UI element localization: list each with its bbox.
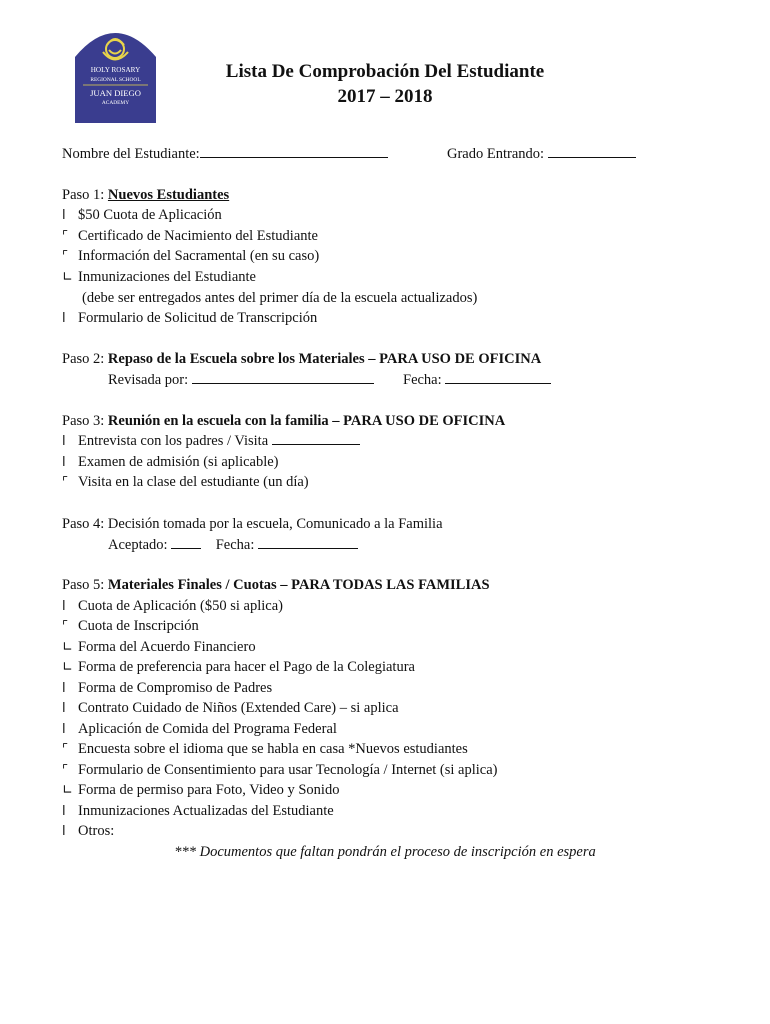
checklist-item[interactable] — [62, 699, 399, 718]
checklist-item-label: Entrevista con los padres / Visita — [78, 433, 269, 449]
step1-title: Nuevos Estudiantes — [107, 187, 230, 203]
step1-prefix: Paso 1: — [62, 187, 108, 203]
step5-title: Materiales Finales / Cuotas – PARA TODAS LAS FAMILIAS — [107, 577, 490, 593]
checklist-note: (debe ser entregados antes del primer día de la escuela actualizados) — [82, 290, 478, 306]
step2-title: Repaso de la Escuela sobre los Materiales – PARA USO DE OFICINA — [107, 351, 542, 367]
checkbox-icon[interactable]: l — [62, 681, 66, 696]
checklist-item-label: Inmunizaciones del Estudiante — [78, 269, 256, 285]
reviewed-row — [108, 371, 374, 389]
checklist-item[interactable] — [62, 658, 415, 677]
checklist-item[interactable] — [62, 432, 360, 451]
checklist-item-label: Otros: — [78, 823, 115, 839]
step2-date-label: Fecha: — [403, 372, 442, 388]
checklist-item-label: Información del Sacramental (en su caso) — [78, 248, 320, 264]
logo-line-3: JUAN DIEGO — [90, 88, 141, 98]
step2-date-blank[interactable] — [445, 371, 551, 384]
checklist-item-label: Encuesta sobre el idioma que se habla en casa *Nuevos estudiantes — [78, 741, 468, 757]
checklist-item-label: Forma de preferencia para hacer el Pago de la Colegiatura — [78, 659, 415, 675]
school-year: 2017 – 2018 — [337, 86, 433, 107]
step3-title: Reunión en la escuela con la familia – PARA USO DE OFICINA — [107, 413, 506, 429]
student-name-label: Nombre del Estudiante: — [62, 146, 200, 162]
reviewed-blank[interactable] — [192, 371, 374, 384]
checkbox-icon[interactable]: l — [62, 455, 66, 470]
checklist-item[interactable] — [62, 473, 309, 492]
checklist-item[interactable] — [62, 679, 272, 698]
checkbox-icon[interactable]: l — [62, 824, 66, 839]
checklist-item-label: Certificado de Nacimiento del Estudiante — [78, 228, 318, 244]
checkbox-icon[interactable]: l — [62, 701, 66, 716]
checklist-item[interactable] — [62, 740, 468, 759]
grade-row — [447, 145, 636, 163]
checklist-item[interactable] — [62, 802, 334, 821]
grade-label: Grado Entrando: — [447, 146, 545, 162]
checklist-item[interactable] — [62, 781, 339, 800]
reviewed-label: Revisada por: — [108, 372, 189, 388]
step5-heading — [62, 576, 490, 594]
step3-heading — [62, 412, 505, 430]
checklist-item-label: Forma de Compromiso de Padres — [78, 680, 273, 696]
checklist-item[interactable] — [62, 309, 317, 328]
checkbox-icon[interactable]: ⌜ — [62, 763, 69, 778]
checkbox-icon[interactable]: ∟ — [62, 783, 73, 798]
checkbox-icon[interactable]: ⌜ — [62, 229, 69, 244]
checkbox-icon[interactable]: ⌜ — [62, 742, 69, 757]
visit-blank[interactable] — [272, 432, 360, 445]
checklist-item[interactable] — [62, 822, 114, 841]
checklist-item[interactable] — [62, 720, 337, 739]
checkbox-icon[interactable]: l — [62, 208, 66, 223]
checkbox-icon[interactable]: l — [62, 434, 66, 449]
step5-prefix: Paso 5: — [62, 577, 108, 593]
checklist-item[interactable] — [62, 206, 222, 225]
checkbox-icon[interactable]: l — [62, 722, 66, 737]
student-name-row — [62, 145, 388, 163]
student-name-blank[interactable] — [200, 145, 388, 158]
checkbox-icon[interactable]: ⌜ — [62, 249, 69, 264]
step4-date-label: Fecha: — [215, 537, 255, 553]
checklist-item[interactable] — [62, 597, 283, 616]
logo-line-4: ACADEMY — [101, 100, 130, 106]
checklist-item-label: Visita en la clase del estudiante (un día) — [78, 474, 309, 490]
accepted-label: Aceptado: — [108, 537, 168, 553]
checklist-item[interactable] — [62, 227, 318, 246]
step4-heading: Paso 4: Decisión tomada por la escuela, Comunicado a la Familia — [62, 516, 443, 532]
checklist-item-label: Examen de admisión (si aplicable) — [78, 454, 279, 470]
checklist-item-label: Cuota de Aplicación ($50 si aplica) — [78, 598, 283, 614]
checklist-item[interactable] — [62, 268, 256, 287]
step2-date-row — [403, 371, 551, 389]
checklist-item-label: Forma de permiso para Foto, Video y Sonido — [78, 782, 340, 798]
checkbox-icon[interactable]: ⌜ — [62, 619, 69, 634]
checklist-item[interactable] — [62, 453, 279, 472]
checklist-item[interactable] — [62, 638, 256, 657]
accepted-row — [108, 536, 358, 554]
checklist-item-label: Inmunizaciones Actualizadas del Estudiante — [78, 803, 334, 819]
page-title: Lista De Comprobación Del Estudiante — [225, 61, 545, 82]
checklist-item[interactable] — [62, 247, 319, 266]
checkbox-icon[interactable]: l — [62, 804, 66, 819]
step1-heading — [62, 186, 229, 204]
checklist-item-label: Aplicación de Comida del Programa Federal — [78, 721, 337, 737]
footer-note: *** Documentos que faltan pondrán el proceso de inscripción en espera — [174, 844, 596, 860]
checklist-item-label: Cuota de Inscripción — [78, 618, 199, 634]
checkbox-icon[interactable]: l — [62, 311, 66, 326]
logo-line-2: REGIONAL SCHOOL — [90, 77, 141, 83]
checklist-item-label: Formulario de Solicitud de Transcripción — [78, 310, 318, 326]
checklist-item-label: $50 Cuota de Aplicación — [78, 207, 222, 223]
checkbox-icon[interactable]: ∟ — [62, 640, 73, 655]
checklist-item-label: Forma del Acuerdo Financiero — [78, 639, 256, 655]
step3-prefix: Paso 3: — [62, 413, 108, 429]
checklist-item[interactable] — [62, 761, 498, 780]
checkbox-icon[interactable]: ∟ — [62, 270, 73, 285]
step4-date-blank[interactable] — [258, 536, 358, 549]
logo-line-1: HOLY ROSARY — [90, 66, 141, 74]
checkbox-icon[interactable]: ⌜ — [62, 475, 69, 490]
checklist-item[interactable] — [62, 617, 199, 636]
checklist-item-label: Contrato Cuidado de Niños (Extended Care) – si aplica — [78, 700, 399, 716]
step2-heading — [62, 350, 541, 368]
grade-blank[interactable] — [548, 145, 636, 158]
checklist-item-label: Formulario de Consentimiento para usar Tecnología / Internet (si aplica) — [78, 762, 498, 778]
step2-prefix: Paso 2: — [62, 351, 108, 367]
checkbox-icon[interactable]: ∟ — [62, 660, 73, 675]
checkbox-icon[interactable]: l — [62, 599, 66, 614]
accepted-blank[interactable] — [171, 536, 201, 549]
